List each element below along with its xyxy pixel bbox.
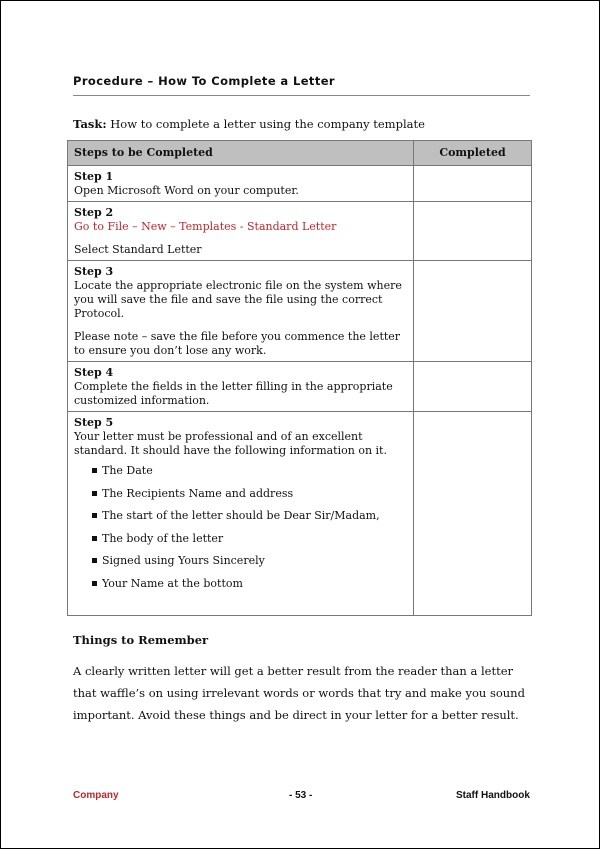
step-text: Locate the appropriate electronic file on the system where you will save the file and save the file using the correct Protocol. bbox=[74, 279, 402, 320]
task-label: Task: bbox=[73, 117, 107, 131]
step-title: Step 4 bbox=[74, 366, 114, 379]
table-header-row bbox=[68, 141, 532, 166]
section-paragraph: A clearly written letter will get a better result from the reader than a letter that waffle’s on using irrelevant words or words that try and make you sound important. Avoid these things and be direct in your letter for a better result. bbox=[73, 664, 525, 722]
step-cell bbox=[68, 261, 414, 362]
steps-table bbox=[67, 140, 532, 616]
list-item: The Recipients Name and address bbox=[92, 487, 407, 510]
list-item: The body of the letter bbox=[92, 532, 407, 555]
header-completed: Completed bbox=[414, 141, 532, 166]
task-line bbox=[73, 117, 425, 131]
step-text: Open Microsoft Word on your computer. bbox=[74, 184, 299, 197]
step-title: Step 2 bbox=[74, 206, 114, 219]
step-text: Select Standard Letter bbox=[74, 243, 202, 256]
table-row bbox=[68, 261, 532, 362]
bullet-list bbox=[74, 464, 407, 599]
table-row bbox=[68, 412, 532, 616]
step-title: Step 5 bbox=[74, 416, 114, 429]
table-row bbox=[68, 362, 532, 412]
table-row bbox=[68, 202, 532, 261]
completed-cell[interactable] bbox=[414, 166, 532, 202]
task-text: How to complete a letter using the company template bbox=[106, 117, 425, 131]
list-item: Your Name at the bottom bbox=[92, 577, 407, 600]
header-steps: Steps to be Completed bbox=[68, 141, 414, 166]
completed-cell[interactable] bbox=[414, 412, 532, 616]
step-text: Your letter must be professional and of an excellent standard. It should have the following information on it. bbox=[74, 430, 387, 457]
list-item: Signed using Yours Sincerely bbox=[92, 554, 407, 577]
footer-page-number: - 53 - bbox=[289, 790, 313, 801]
step-title: Step 1 bbox=[74, 170, 114, 183]
completed-cell[interactable] bbox=[414, 202, 532, 261]
table-row bbox=[68, 166, 532, 202]
step-note: Please note – save the file before you commence the letter to ensure you don’t lose any work. bbox=[74, 330, 401, 357]
footer-doc-title: Staff Handbook bbox=[456, 790, 530, 801]
completed-cell[interactable] bbox=[414, 362, 532, 412]
step-path-text: Go to File – New – Templates - Standard Letter bbox=[74, 220, 337, 233]
list-item: The Date bbox=[92, 464, 407, 487]
spacer bbox=[74, 321, 407, 330]
heading-divider bbox=[73, 95, 530, 96]
list-item: The start of the letter should be Dear Sir/Madam, bbox=[92, 509, 407, 532]
step-text: Complete the fields in the letter filling in the appropriate customized information. bbox=[74, 380, 393, 407]
step-cell bbox=[68, 362, 414, 412]
step-cell bbox=[68, 412, 414, 616]
step-cell bbox=[68, 166, 414, 202]
step-title: Step 3 bbox=[74, 265, 114, 278]
spacer bbox=[74, 234, 407, 243]
page-heading: Procedure – How To Complete a Letter bbox=[73, 74, 335, 88]
section-title: Things to Remember bbox=[73, 633, 209, 647]
step-cell bbox=[68, 202, 414, 261]
completed-cell[interactable] bbox=[414, 261, 532, 362]
footer-company: Company bbox=[73, 790, 119, 801]
